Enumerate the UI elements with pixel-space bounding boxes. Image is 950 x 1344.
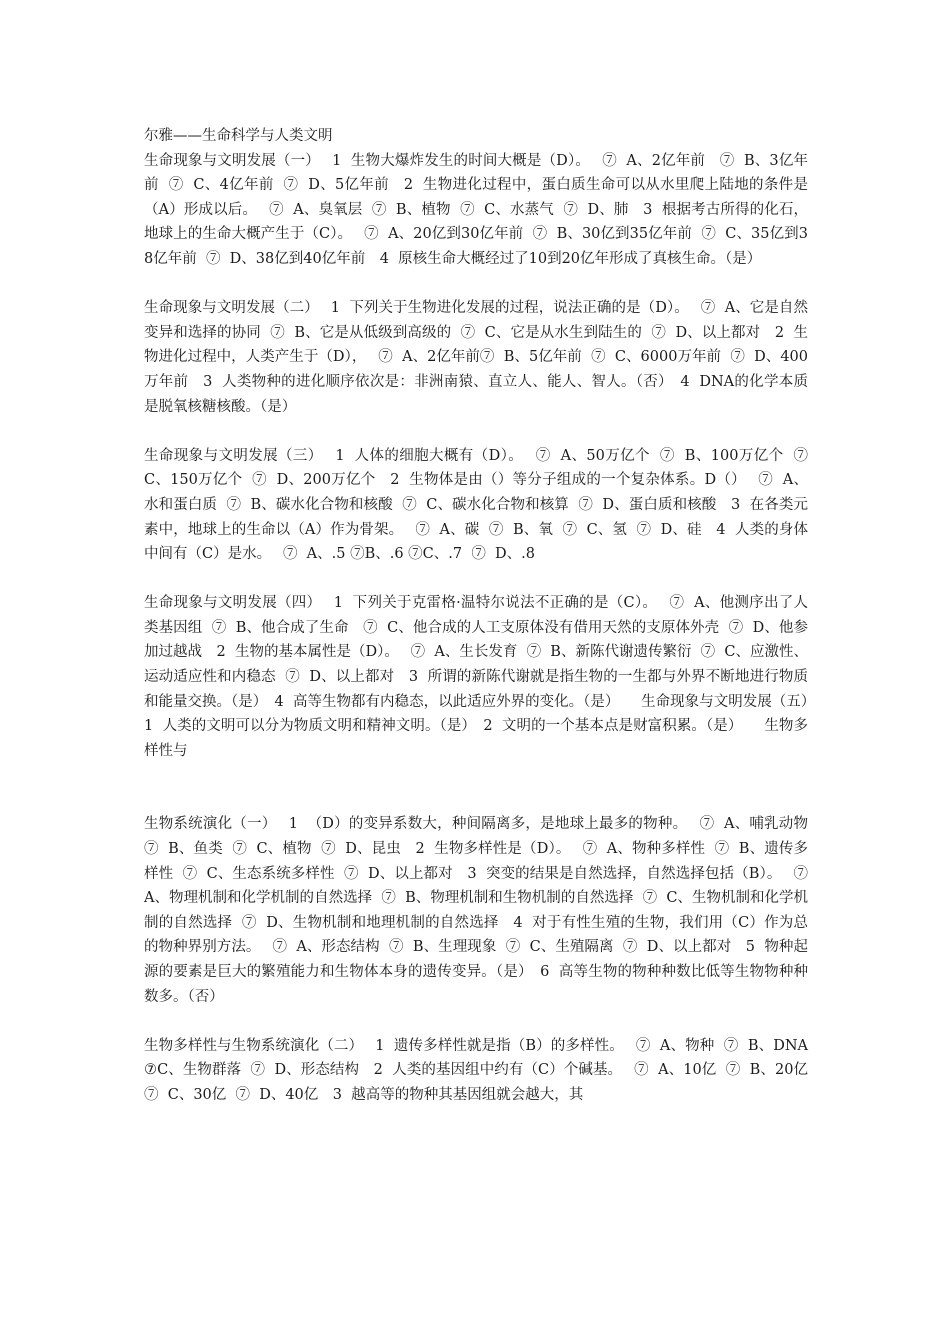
document-title: 尔雅——生命科学与人类文明 bbox=[144, 128, 333, 144]
section-paragraph: 生命现象与文明发展（一） 1 生物大爆炸发生的时间大概是（D）。 ⑦ A、2亿年前 ⑦ B、3亿年前 ⑦ C、4亿年前 ⑦ D、5亿年前 2 生物进化过程中，蛋白质生命可以从水里爬上陆地的条件是（A）形成以后。 ⑦ A、臭氧层 ⑦ B、植物 ⑦ C、水蒸气 ⑦ D、肺 3 根据考古所得的化石，地球上的生命大概产生于（C）。 ⑦ A、20亿到30亿年前 ⑦ B、30亿到35亿年前 ⑦ C、35亿到38亿年前 ⑦ D、38亿到40亿年前 4 原核生命大概经过了10到20亿年形成了真核生命。（是） bbox=[144, 152, 808, 267]
section-paragraph: 生命现象与文明发展（二） 1 下列关于生物进化发展的过程，说法正确的是（D）。 ⑦ A、它是自然变异和选择的协同 ⑦ B、它是从低级到高级的 ⑦ C、它是从水生到陆生的 ⑦ D、以上都对 2 生物进化过程中，人类产生于（D）， ⑦ A、2亿年前⑦ B、5亿年前 ⑦ C、6000万年前 ⑦ D、400万年前 3 人类物种的进化顺序依次是：非洲南猿、直立人、能人、智人。（否） 4 DNA的化学本质是脱氧核糖核酸。（是） bbox=[144, 300, 808, 415]
section-paragraph: 生命现象与文明发展（四） 1 下列关于克雷格·温特尔说法不正确的是（C）。 ⑦ A、他测序出了人类基因组 ⑦ B、他合成了生命 ⑦ C、他合成的人工支原体没有借用天然的支原体外壳 ⑦ D、他参加过越战 2 生物的基本属性是（D）。 ⑦ A、生长发育 ⑦ B、新陈代谢遗传繁衍 ⑦ C、应激性、运动适应性和内稳态 ⑦ D、以上都对 3 所谓的新陈代谢就是指生物的一生都与外界不断地进行物质和能量交换。（是） 4 高等生物都有内稳态，以此适应外界的变化。（是） 生命现象与文明发展（五） 1 人类的文明可以分为物质文明和精神文明。（是） 2 文明的一个基本点是财富积累。（是） 生物多样性与 bbox=[144, 595, 828, 759]
document-body bbox=[144, 124, 828, 1132]
section-paragraph: 生物系统演化（一） 1 （D）的变异系数大，种间隔离多，是地球上最多的物种。 ⑦ A、哺乳动物 ⑦ B、鱼类 ⑦ C、植物 ⑦ D、昆虫 2 生物多样性是（D）。 ⑦ A、物种多样性 ⑦ B、遗传多样性 ⑦ C、生态系统多样性 ⑦ D、以上都对 3 突变的结果是自然选择，自然选择包括（B）。 ⑦ A、物理机制和化学机制的自然选择 ⑦ B、物理机制和生物机制的自然选择 ⑦ C、生物机制和化学机制的自然选择 ⑦ D、生物机制和地理机制的自然选择 4 对于有性生殖的生物，我们用（C）作为总的物种界别方法。 ⑦ A、形态结构 ⑦ B、生理现象 ⑦ C、生殖隔离 ⑦ D、以上都对 5 物种起源的要素是巨大的繁殖能力和生物体本身的遗传变异。（是） 6 高等生物的物种种数比低等生物物种种数多。（否） bbox=[144, 816, 818, 1005]
section-paragraph: 生物多样性与生物系统演化（二） 1 遗传多样性就是指（B）的多样性。 ⑦ A、物种 ⑦ B、DNA ⑦C、生物群落 ⑦ D、形态结构 2 人类的基因组中约有（C）个碱基。 ⑦ A、10亿 ⑦ B、20亿 ⑦ C、30亿 ⑦ D、40亿 3 越高等的物种其基因组就会越大，其 bbox=[144, 1037, 818, 1103]
section-paragraph: 生命现象与文明发展（三） 1 人体的细胞大概有（D）。 ⑦ A、50万亿个 ⑦ B、100万亿个 ⑦ C、150万亿个 ⑦ D、200万亿个 2 生物体是由（）等分子组成的一个复杂体系。D（） ⑦ A、水和蛋白质 ⑦ B、碳水化合物和核酸 ⑦ C、碳水化合物和核算 ⑦ D、蛋白质和核酸 3 在各类元素中，地球上的生命以（A）作为骨架。 ⑦ A、碳 ⑦ B、氧 ⑦ C、氢 ⑦ D、硅 4 人类的身体中间有（C）是水。 ⑦ A、.5 ⑦B、.6 ⑦C、.7 ⑦ D、.8 bbox=[144, 447, 818, 563]
